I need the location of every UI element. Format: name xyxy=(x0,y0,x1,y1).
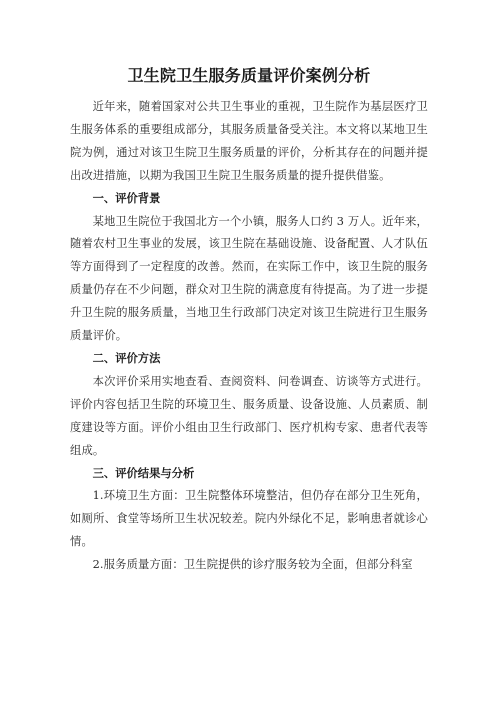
section-heading-background: 一、评价背景 xyxy=(92,191,161,205)
method-paragraph: 本次评价采用实地查看、查阅资料、问卷调查、访谈等方式进行。评价内容包括卫生院的环境卫生、服务质量、设备设施、人员素质、制度建设等方面。评价小组由卫生行政部门、医疗机构专家、患者代表等组成。 xyxy=(70,374,428,457)
document-body xyxy=(70,64,428,577)
document-title: 卫生院卫生服务质量评价案例分析 xyxy=(127,66,371,85)
section-heading-method: 二、评价方法 xyxy=(92,351,161,365)
section-heading-results: 三、评价结果与分析 xyxy=(92,466,195,480)
results-paragraph-service: 2.服务质量方面：卫生院提供的诊疗服务较为全面，但部分科室 xyxy=(92,558,413,572)
intro-paragraph: 近年来，随着国家对公共卫生事业的重视，卫生院作为基层医疗卫生服务体系的重要组成部分，其服务质量备受关注。本文将以某地卫生院为例，通过对该卫生院卫生服务质量的评价，分析其存在的问题并提出改进措施，以期为我国卫生院卫生服务质量的提升提供借鉴。 xyxy=(70,100,428,182)
background-paragraph: 某地卫生院位于我国北方一个小镇，服务人口约 3 万人。近年来，随着农村卫生事业的发展，该卫生院在基础设施、设备配置、人才队伍等方面得到了一定程度的改善。然而，在实际工作中，该卫生院的服务质量仍存在不少问题，群众对卫生院的满意度有待提高。为了进一步提升卫生院的服务质量，当地卫生行政部门决定对该卫生院进行卫生服务质量评价。 xyxy=(70,214,428,343)
results-paragraph-environment: 1.环境卫生方面：卫生院整体环境整洁，但仍存在部分卫生死角，如厕所、食堂等场所卫生状况较差。院内外绿化不足，影响患者就诊心情。 xyxy=(70,489,428,549)
